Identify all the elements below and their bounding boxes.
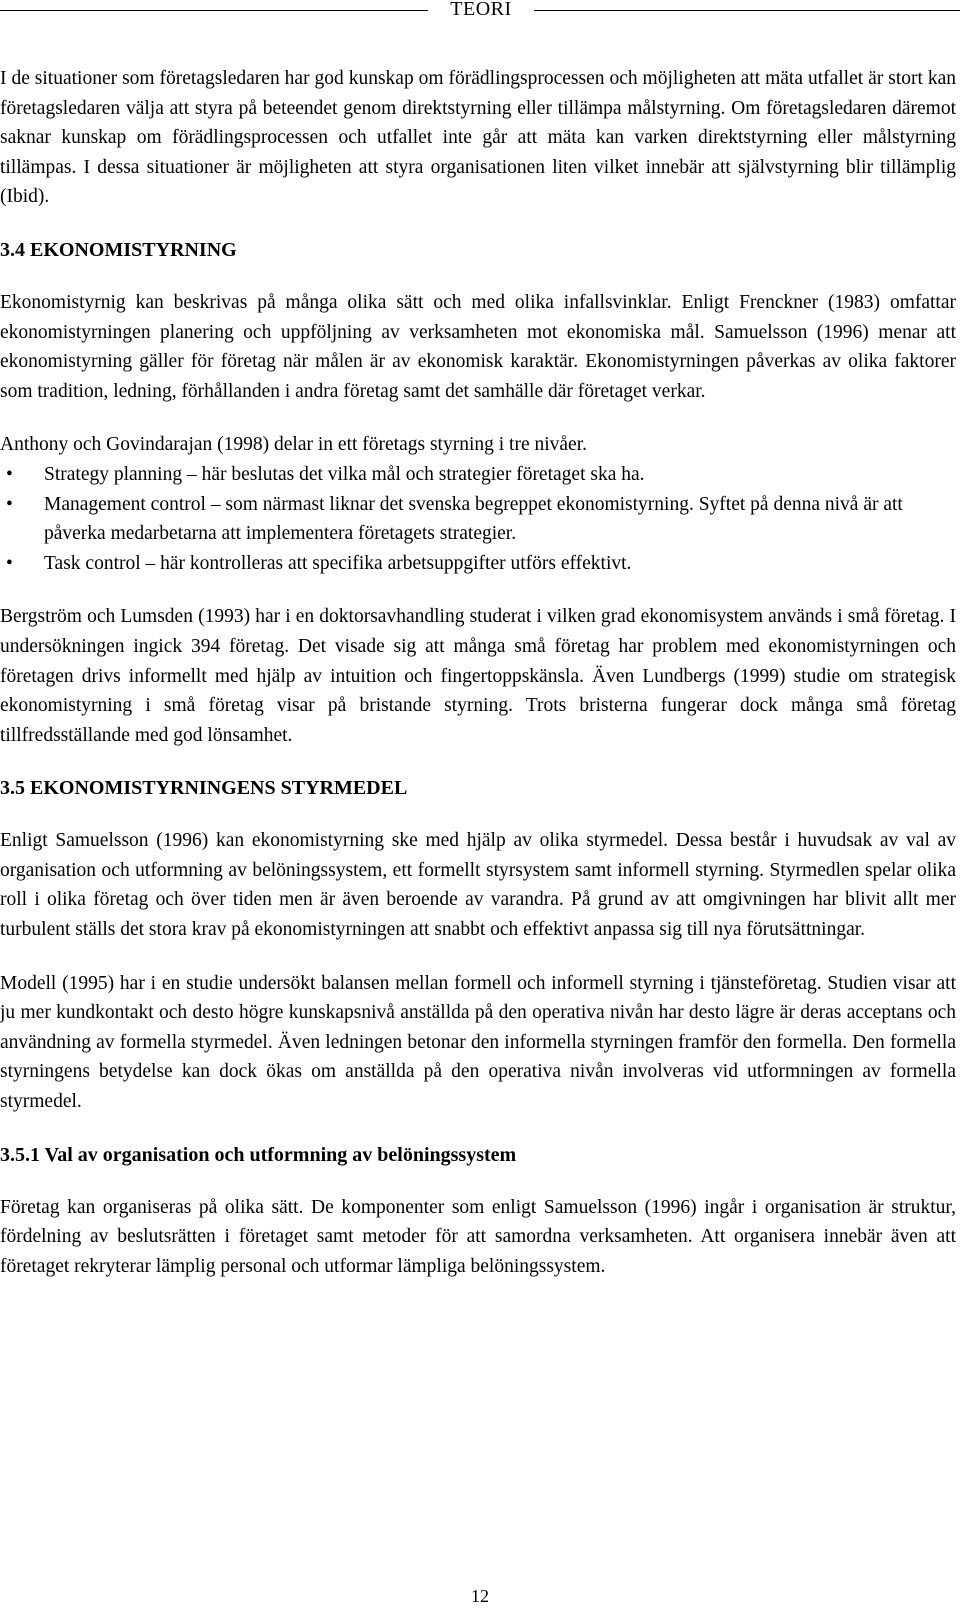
bullet-icon: • (6, 493, 13, 515)
page-content (0, 64, 956, 1281)
list-item-text: Task control – här kontrolleras att specifika arbetsuppgifter utförs effektivt. (44, 552, 632, 574)
list-item (0, 460, 956, 490)
list-item-text: Strategy planning – här beslutas det vilka mål och strategier företaget ska ha. (44, 463, 645, 485)
section-3-5-paragraph-1: Enligt Samuelsson (1996) kan ekonomistyrning ske med hjälp av olika styrmedel. Dessa består i huvudsak av val av organisation och utformning av belöningssystem, ett formellt styrsystem samt informell styrning. Styrmedlen spelar olika roll i olika företag och över tiden men är även beroende av varandra. På grund av att omgivningen har blivit allt mer turbulent ställs det stora krav på ekonomistyrningen att snabbt och effektivt anpassa sig till nya förutsättningar. (0, 830, 956, 941)
intro-paragraph: I de situationer som företagsledaren har god kunskap om förädlingsprocessen och möjligheten att mäta utfallet är stort kan företagsledaren välja att styra på beteendet genom direktstyrning eller tillämpa målstyrning. Om företagsledaren däremot saknar kunskap om förädlingsprocessen och utfallet inte går att mäta kan varken direktstyrning eller målstyrning tillämpas. I dessa situationer är möjligheten att styra organisationen liten vilket innebär att självstyrning blir tillämplig (Ibid). (0, 68, 956, 208)
bullet-icon: • (6, 552, 13, 574)
section-3-4-paragraph-1: Ekonomistyrnig kan beskrivas på många olika sätt och med olika infallsvinklar. Enligt Frenckner (1983) omfattar ekonomistyrningen planering och uppföljning av verksamheten mot ekonomiska mål. Samuelsson (1996) menar att ekonomistyrning gäller för företag när målen är av ekonomisk karaktär. Ekonomistyrningen påverkas av olika faktorer som tradition, ledning, förhållanden i andra företag samt det samhälle där företaget verkar. (0, 291, 956, 402)
list-item (0, 490, 956, 549)
header-title: TEORI (450, 0, 512, 20)
section-heading-3-5-1: 3.5.1 Val av organisation och utformning av belöningssystem (0, 1143, 517, 1166)
list-item (0, 549, 956, 579)
section-3-5-1-paragraph: Företag kan organiseras på olika sätt. De komponenter som enligt Samuelsson (1996) ingår i organisation är struktur, fördelning av beslutsrätten i företaget samt metoder för att samordna verksamheten. Att organisera innebär även att företaget rekryterar lämplig personal och utformar lämpliga belöningssystem. (0, 1196, 956, 1277)
bullet-icon: • (6, 463, 13, 485)
section-heading-3-5: 3.5 EKONOMISTYRNINGENS STYRMEDEL (0, 777, 408, 800)
page-number: 12 (471, 1586, 489, 1606)
header-rule-right (534, 10, 960, 11)
page-header (0, 0, 960, 24)
section-heading-3-4: 3.4 EKONOMISTYRNING (0, 238, 237, 261)
section-3-4-paragraph-2: Anthony och Govindarajan (1998) delar in ett företags styrning i tre nivåer. (0, 434, 587, 456)
header-rule-left (0, 10, 428, 11)
list-item-text: Management control – som närmast liknar det svenska begreppet ekonomistyrning. Syftet på denna nivå är att påverka medarbetarna att implementera företagets strategier. (44, 493, 903, 545)
levels-bullet-list (0, 460, 956, 578)
section-3-5-paragraph-2: Modell (1995) har i en studie undersökt balansen mellan formell och informell styrning i tjänsteföretag. Studien visar att ju mer kundkontakt och desto högre kunskapsnivå anställda på den operativa nivån har desto lägre är deras acceptans och användning av formella styrmedel. Även ledningen betonar den informella styrningen framför den formella. Den formella styrningens betydelse kan dock ökas om anställda på den operativa nivån involveras vid utformningen av formella styrmedel. (0, 972, 956, 1113)
section-3-4-paragraph-3: Bergström och Lumsden (1993) har i en doktorsavhandling studerat i vilken grad ekonomisystem används i små företag. I undersökningen ingick 394 företag. Det visade sig att många små företag har problem med ekonomistyrningen och företagen drivs informellt med hjälp av intuition och fingertoppskänsla. Även Lundbergs (1999) studie om strategisk ekonomistyrning i små företag visar på bristande styrning. Trots bristerna fungerar dock många små företag tillfredsställande med god lönsamhet. (0, 606, 956, 746)
